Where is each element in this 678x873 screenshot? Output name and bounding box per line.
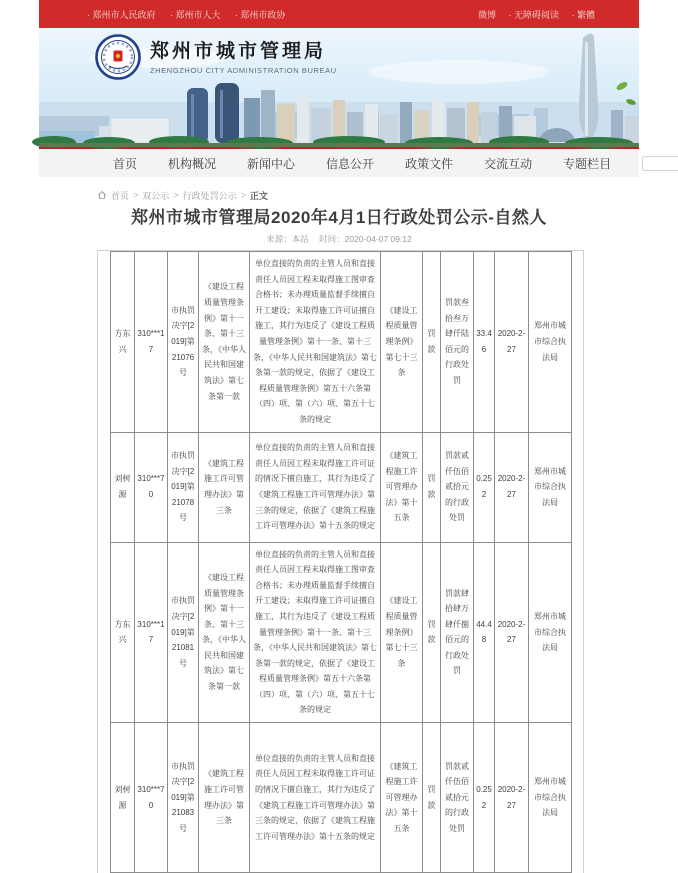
cell-penalty-type: 罚款 — [423, 432, 441, 542]
breadcrumb-separator: > — [240, 190, 246, 200]
main-nav — [39, 149, 639, 177]
article-meta — [39, 233, 639, 245]
article-source: 来源：本站 — [266, 234, 309, 244]
site-title: 郑州市城市管理局 — [150, 40, 327, 62]
breadcrumb-separator: > — [133, 190, 139, 200]
bureau-logo-icon — [95, 34, 141, 80]
cell-name: 方东兴 — [111, 542, 135, 723]
cell-penalty-basis: 《建筑工程施工许可管理办法》第十五条 — [381, 723, 423, 873]
cell-violation-facts: 单位直接的负责的主管人员和直接责任人员因工程未取得施工许可证的情况下擅自施工，其行为违反了《建筑工程施工许可管理办法》第三条的规定，依据了《建筑工程施工许可管理办法》第十五条的规定 — [250, 723, 381, 873]
cell-penalty-amount: 33.46 — [474, 252, 495, 433]
cell-penalty-date: 2020-2-27 — [495, 542, 529, 723]
cell-name: 方东兴 — [111, 252, 135, 433]
cell-violation-basis: 《建筑工程施工许可管理办法》第三条 — [199, 432, 250, 542]
cell-id-number: 310***17 — [135, 542, 168, 723]
article-time: 时间：2020-04-07 09:12 — [319, 234, 412, 244]
site-subtitle: ZHENGZHOU CITY ADMINISTRATION BUREAU — [150, 65, 337, 75]
cell-penalty-date: 2020-2-27 — [495, 252, 529, 433]
nav-item-organization[interactable]: 机构概况 — [168, 156, 217, 171]
link-traditional-chinese[interactable]: · 繁體 — [571, 10, 595, 20]
link-accessibility[interactable]: · 无障碍阅读 — [508, 10, 560, 20]
breadcrumb-current: 正文 — [249, 190, 268, 201]
cell-violation-basis: 《建设工程质量管理条例》第十一条、第十三条，《中华人民共和国建筑法》第七条第一款 — [199, 252, 250, 433]
cell-decision-number: 市执罚决字[2019]第21081号 — [168, 542, 199, 723]
table-row — [111, 432, 572, 542]
cell-penalty-basis: 《建筑工程施工许可管理办法》第十五条 — [381, 432, 423, 542]
table-row — [111, 723, 572, 873]
cell-decision-number: 市执罚决字[2019]第21078号 — [168, 432, 199, 542]
banner — [39, 28, 639, 147]
nav-item-home[interactable]: 首页 — [113, 156, 138, 171]
search-input[interactable] — [646, 158, 678, 169]
cell-name: 刘树源 — [111, 723, 135, 873]
link-zhengzhou-cppcc[interactable]: · 郑州市政协 — [234, 10, 286, 20]
cell-enforcement-agency: 郑州市城市综合执法局 — [529, 432, 572, 542]
breadcrumb-double-publicity[interactable]: 双公示 — [142, 190, 170, 201]
cell-enforcement-agency: 郑州市城市综合执法局 — [529, 252, 572, 433]
cell-penalty-type: 罚款 — [423, 542, 441, 723]
page — [39, 0, 639, 841]
cell-penalty-result: 罚款贰仟伍佰贰拾元的行政处罚 — [441, 432, 474, 542]
cell-id-number: 310***17 — [135, 252, 168, 433]
cell-enforcement-agency: 郑州市城市综合执法局 — [529, 542, 572, 723]
page-title: 郑州市城市管理局2020年4月1日行政处罚公示-自然人 — [131, 208, 547, 227]
cell-violation-basis: 《建筑工程施工许可管理办法》第三条 — [199, 723, 250, 873]
cell-name: 刘树源 — [111, 432, 135, 542]
link-weibo[interactable]: 微博 — [478, 10, 497, 20]
breadcrumb — [97, 189, 639, 201]
cell-penalty-result: 罚款叁拾叁万肆仟陆佰元的行政处罚 — [441, 252, 474, 433]
topbar-utility-links — [470, 5, 595, 23]
link-zhengzhou-peoples-congress[interactable]: · 郑州市人大 — [169, 10, 221, 20]
nav-item-news[interactable]: 新闻中心 — [247, 156, 296, 171]
cell-decision-number: 市执罚决字[2019]第21076号 — [168, 252, 199, 433]
breadcrumb-separator: > — [173, 190, 179, 200]
breadcrumb-home[interactable]: 首页 — [111, 190, 130, 201]
cell-enforcement-agency: 郑州市城市综合执法局 — [529, 723, 572, 873]
cell-penalty-date: 2020-2-27 — [495, 723, 529, 873]
cell-penalty-date: 2020-2-27 — [495, 432, 529, 542]
nav-item-information-disclosure[interactable]: 信息公开 — [326, 156, 375, 171]
cell-penalty-result: 罚款肆拾肆万肆仟捌佰元的行政处罚 — [441, 542, 474, 723]
brand-text — [150, 40, 337, 75]
link-zhengzhou-government[interactable]: · 郑州市人民政府 — [87, 10, 156, 20]
table-row — [111, 252, 572, 433]
cell-penalty-type: 罚款 — [423, 252, 441, 433]
site-brand — [95, 34, 337, 80]
table-row — [111, 542, 572, 723]
nav-item-interaction[interactable]: 交流互动 — [484, 156, 533, 171]
cell-penalty-basis: 《建设工程质量管理条例》第七十三条 — [381, 252, 423, 433]
penalty-table — [110, 251, 572, 873]
cell-penalty-type: 罚款 — [423, 723, 441, 873]
topbar — [39, 0, 639, 28]
cell-decision-number: 市执罚决字[2019]第21083号 — [168, 723, 199, 873]
cell-violation-facts: 单位直接的负责的主管人员和直接责任人员因工程未取得施工许可证的情况下擅自施工，其行为违反了《建筑工程施工许可管理办法》第三条的规定，依据了《建筑工程施工许可管理办法》第十五条的规定 — [250, 432, 381, 542]
breadcrumb-penalty-publicity[interactable]: 行政处罚公示 — [182, 190, 237, 201]
cell-violation-facts: 单位直接的负责的主管人员和直接责任人员因工程未取得施工图审查合格书；未办理质量监督手续擅自开工建设；未取得施工许可证擅自施工，其行为违反了《建设工程质量管理条例》第十一条、第十三条，《中华人民共和国建筑法》第七条第一款的规定，依据了《建设工程质量管理条例》第五十六条第（四）项、第（六）项、第五十七条的规定 — [250, 252, 381, 433]
cell-id-number: 310***70 — [135, 432, 168, 542]
nav-item-special-topics[interactable]: 专题栏目 — [563, 156, 612, 171]
cell-penalty-amount: 0.252 — [474, 723, 495, 873]
nav-item-policy-documents[interactable]: 政策文件 — [405, 156, 454, 171]
search-box[interactable] — [642, 156, 678, 171]
cell-id-number: 310***70 — [135, 723, 168, 873]
cell-violation-facts: 单位直接的负责的主管人员和直接责任人员因工程未取得施工图审查合格书；未办理质量监督手续擅自开工建设；未取得施工许可证擅自施工，其行为违反了《建设工程质量管理条例》第十一条、第十三条，《中华人民共和国建筑法》第七条第一款的规定，依据了《建设工程质量管理条例》第五十六条第（四）项、第（六）项、第五十七条的规定 — [250, 542, 381, 723]
cell-penalty-amount: 44.48 — [474, 542, 495, 723]
home-icon — [97, 190, 107, 200]
topbar-gov-links — [87, 5, 295, 23]
cell-penalty-amount: 0.252 — [474, 432, 495, 542]
cell-penalty-basis: 《建设工程质量管理条例》第七十三条 — [381, 542, 423, 723]
cell-penalty-result: 罚款贰仟伍佰贰拾元的行政处罚 — [441, 723, 474, 873]
article-body — [97, 250, 584, 873]
cell-violation-basis: 《建设工程质量管理条例》第十一条、第十三条，《中华人民共和国建筑法》第七条第一款 — [199, 542, 250, 723]
